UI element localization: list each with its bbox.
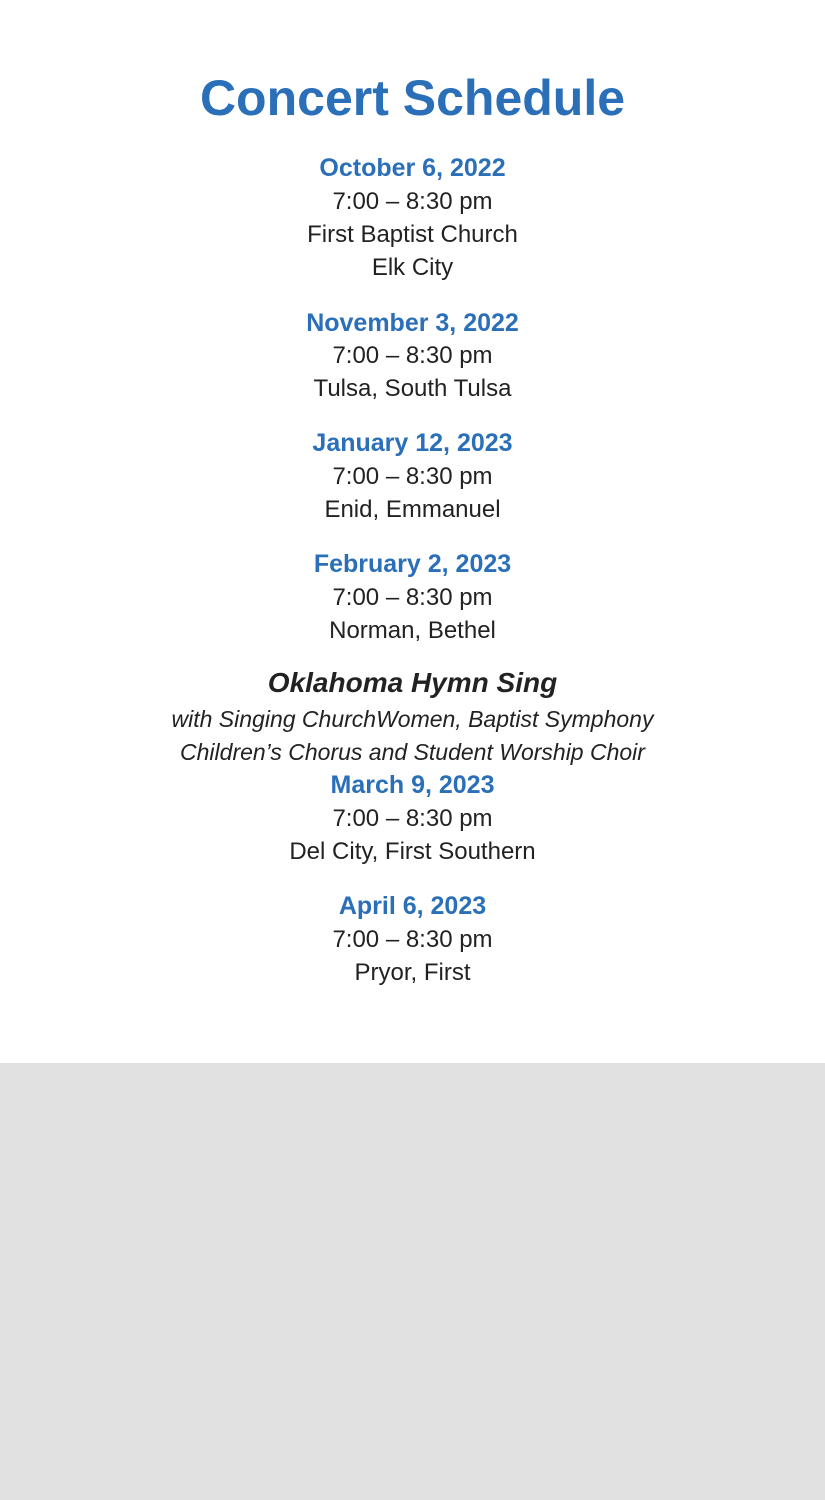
blank-gray-area [0, 1063, 825, 1500]
event-location: Pryor, First [354, 959, 471, 986]
event-time: 7:00 – 8:30 pm [332, 463, 493, 490]
event-location: First Baptist Church [307, 221, 518, 248]
event-time: 7:00 – 8:30 pm [332, 188, 493, 215]
event-date: February 2, 2023 [313, 550, 512, 578]
event-location: Del City, First Southern [289, 838, 536, 865]
event-date: January 12, 2023 [312, 429, 513, 457]
event-date: November 3, 2022 [306, 309, 519, 337]
event-time: 7:00 – 8:30 pm [332, 584, 493, 611]
event-time: 7:00 – 8:30 pm [332, 926, 493, 953]
special-event-title: Oklahoma Hymn Sing [267, 667, 558, 698]
event-location: Tulsa, South Tulsa [313, 375, 512, 402]
event-time: 7:00 – 8:30 pm [332, 805, 493, 832]
special-event-subtitle: Children’s Chorus and Student Worship Choir [180, 739, 645, 765]
event-date: October 6, 2022 [319, 154, 506, 182]
event-date: March 9, 2023 [330, 771, 495, 799]
event-time: 7:00 – 8:30 pm [332, 342, 493, 369]
event-location: Elk City [371, 254, 454, 281]
event-date: April 6, 2023 [338, 892, 487, 920]
page-title: Concert Schedule [199, 70, 626, 126]
event-location: Norman, Bethel [329, 617, 496, 644]
event-location: Enid, Emmanuel [324, 496, 501, 523]
special-event-subtitle: with Singing ChurchWomen, Baptist Symphony [171, 706, 654, 732]
